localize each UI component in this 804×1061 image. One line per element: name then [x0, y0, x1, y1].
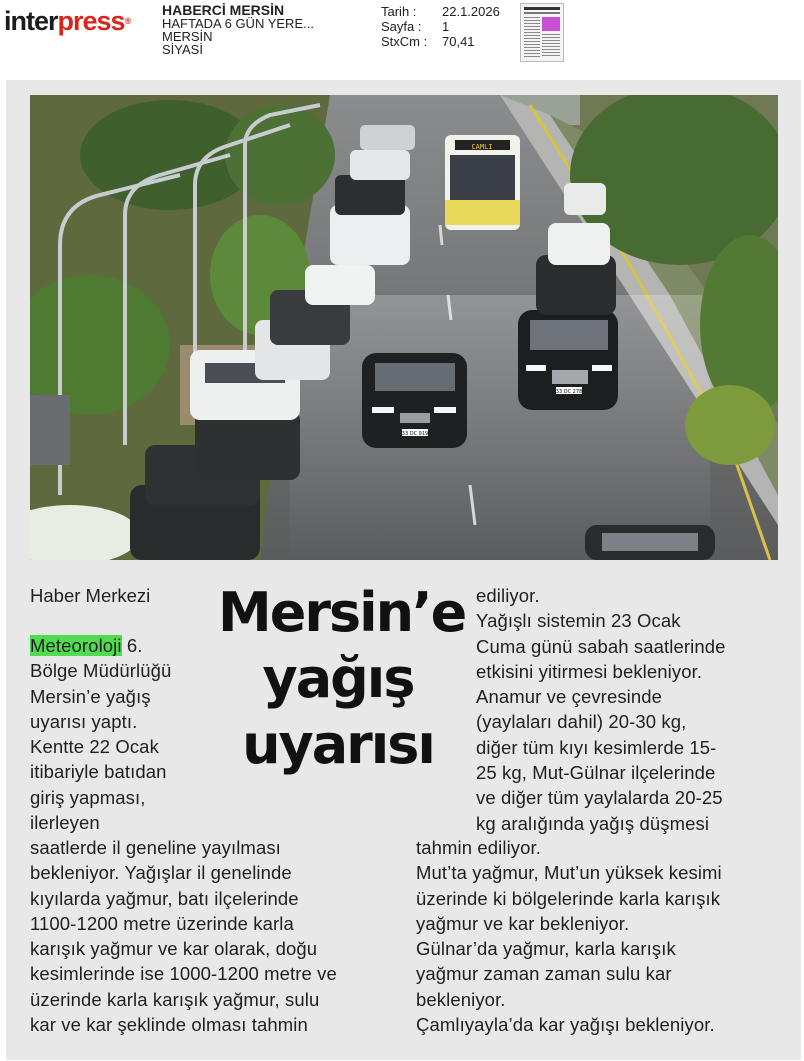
meta-key: StxCm : — [381, 34, 428, 49]
bus-destination-sign: CAMLI — [471, 143, 493, 151]
meta-row-date — [381, 4, 500, 19]
article-col1-text: 6. Bölge Müdürlüğü Mersin’e yağış uyarısı yaptı. Kentte 22 Ocak itibariyle batıdan giriş yapması, ilerleyen — [30, 635, 172, 834]
meta-value: 70,41 — [442, 34, 475, 49]
article-headline: Mersin’e yağış uyarısı — [218, 581, 466, 776]
car-plate-right: 33 DC 278 — [555, 389, 583, 395]
interpress-logo — [4, 6, 130, 36]
publication-name: HABERCİ MERSİN — [162, 2, 285, 18]
logo-registered-mark: ® — [124, 16, 131, 26]
clipping-meta — [381, 4, 500, 49]
meta-value: 1 — [442, 19, 450, 34]
logo-accent: press — [57, 6, 125, 36]
logo-main: inter — [4, 6, 58, 36]
article-col2-narrow: ediliyor. Yağışlı sistemin 23 Ocak Cuma günü sabah saatlerinde etkisini yitirmesi bekleniyor. Anamur ve çevresinde (yaylaları dahil) 20-30 kg, diğer tüm kıyı kesimlerde 15- 25 kg, Mut-Gülnar ilçelerinde ve diğer tüm yaylalarda 20-25 kg aralığında yağış düşmesi — [476, 585, 726, 834]
article-byline: Haber Merkezi — [30, 585, 151, 606]
meta-row-stxcm — [381, 34, 500, 49]
car-plate-center: 33 DC 919 — [401, 431, 429, 437]
clipping-header — [0, 0, 804, 78]
highlighted-keyword: Meteoroloji — [30, 635, 122, 656]
page-thumbnail[interactable] — [520, 3, 564, 62]
article-col1-wide: saatlerde il geneline yayılması bekleniyor. Yağışlar il genelinde kıyılarda yağmur, batı ilçelerinde 1100-1200 metre üzerinde karla karışık yağmur ve kar olarak, doğu kesimlerinde ise 1000-1200 metre ve üzerinde karla karışık yağmur, sulu kar ve kar şeklinde olması tahmin — [30, 837, 337, 1036]
publication-frequency: HAFTADA 6 GÜN YERE... — [162, 16, 314, 31]
meta-key: Tarih : — [381, 4, 417, 19]
article-col1-narrow — [30, 633, 215, 835]
publication-city: MERSİN — [162, 29, 213, 44]
article-photo-rainy-road — [30, 95, 778, 560]
publication-info — [162, 4, 314, 56]
article-col2-wide: tahmin ediliyor. Mut’ta yağmur, Mut’un yüksek kesimi üzerinde ki bölgelerinde karla karışık yağmur ve kar bekleniyor. Gülnar’da yağmur, karla karışık yağmur zaman zaman sulu kar bekleniyor. Çamlıyayla’da kar yağışı bekleniyor. — [416, 837, 722, 1036]
meta-row-page — [381, 19, 500, 34]
meta-key: Sayfa : — [381, 19, 422, 34]
meta-value: 22.1.2026 — [442, 4, 500, 19]
publication-category: SİYASİ — [162, 42, 203, 57]
